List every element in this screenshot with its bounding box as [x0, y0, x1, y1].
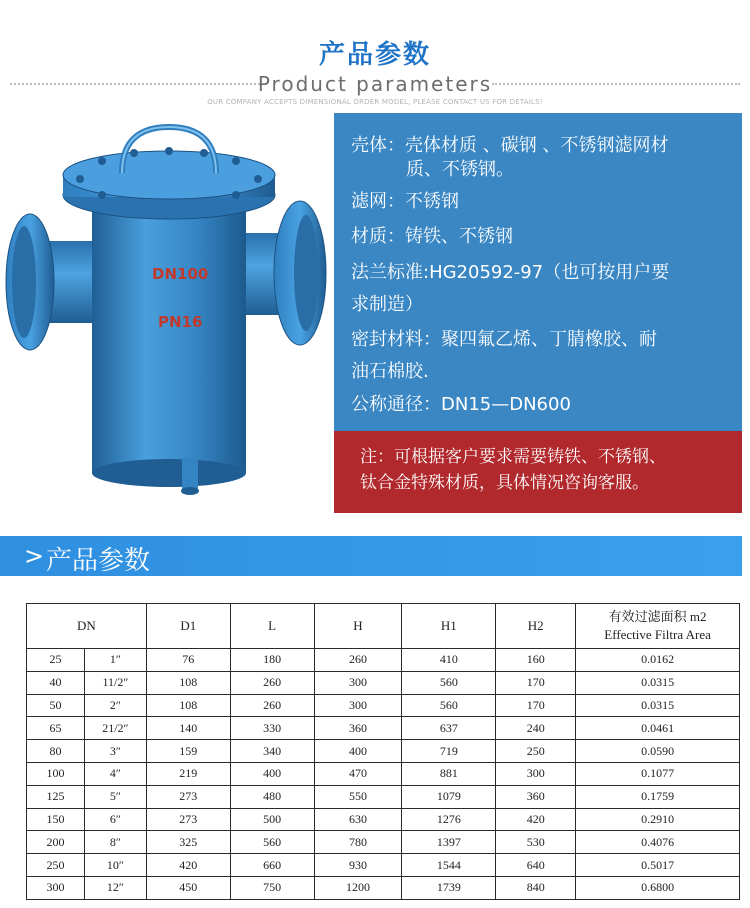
spec-shell-cont: 质、不锈钢。	[406, 159, 514, 180]
cell-l: 340	[230, 740, 314, 763]
cell-h1: 560	[402, 671, 496, 694]
table-row	[27, 671, 740, 694]
chevron-right-icon: >	[24, 542, 45, 570]
section-title: 产品参数	[46, 546, 151, 576]
cell-area: 0.4076	[576, 831, 740, 854]
cell-area: 0.2910	[576, 808, 740, 831]
cell-h: 930	[314, 854, 402, 877]
cell-inch: 21/2″	[84, 717, 146, 740]
cell-dn: 300	[27, 876, 85, 899]
spec-shell: 壳体：壳体材质 、碳钢 、不锈钢滤网材	[351, 135, 669, 156]
table-row	[27, 785, 740, 808]
page-title-cn: 产品参数	[318, 40, 431, 70]
cell-area: 0.0590	[576, 740, 740, 763]
cell-dn: 200	[27, 831, 85, 854]
cell-h1: 1739	[402, 876, 496, 899]
cell-area: 0.0461	[576, 717, 740, 740]
cell-h: 470	[314, 762, 402, 785]
cell-h1: 637	[402, 717, 496, 740]
cell-d1: 108	[146, 671, 230, 694]
cell-l: 260	[230, 671, 314, 694]
cell-d1: 273	[146, 785, 230, 808]
cell-d1: 140	[146, 717, 230, 740]
cell-d1: 76	[146, 649, 230, 672]
cell-h2: 240	[496, 717, 576, 740]
cell-inch: 4″	[84, 762, 146, 785]
cell-dn: 65	[27, 717, 85, 740]
table-row	[27, 717, 740, 740]
header-l: L	[230, 604, 314, 649]
header-h: H	[314, 604, 402, 649]
cell-h1: 410	[402, 649, 496, 672]
cell-area: 0.0315	[576, 671, 740, 694]
cell-l: 750	[230, 876, 314, 899]
cell-area: 0.6800	[576, 876, 740, 899]
cell-h2: 640	[496, 854, 576, 877]
cell-h2: 250	[496, 740, 576, 763]
table-row	[27, 762, 740, 785]
cell-dn: 125	[27, 785, 85, 808]
cell-l: 500	[230, 808, 314, 831]
cell-h1: 1079	[402, 785, 496, 808]
cell-dn: 25	[27, 649, 85, 672]
table-row	[27, 808, 740, 831]
table-row	[27, 876, 740, 899]
cell-dn: 50	[27, 694, 85, 717]
cell-h: 400	[314, 740, 402, 763]
cell-inch: 2″	[84, 694, 146, 717]
marking-dn-text: DN100	[152, 265, 209, 283]
note-line-1: 注：可根据客户要求需要铸铁、不锈钢、	[360, 447, 666, 467]
cell-h: 780	[314, 831, 402, 854]
cell-inch: 10″	[84, 854, 146, 877]
header-effective-area	[576, 604, 740, 649]
spec-seal: 密封材料：聚四氟乙烯、丁腈橡胶、耐	[351, 329, 657, 350]
parameter-table	[26, 603, 740, 900]
table-header-row	[27, 604, 740, 649]
cell-h2: 420	[496, 808, 576, 831]
cell-l: 660	[230, 854, 314, 877]
section-header-bar	[0, 536, 742, 576]
cell-dn: 250	[27, 854, 85, 877]
header-dn: DN	[27, 604, 147, 649]
cell-h: 550	[314, 785, 402, 808]
table-row	[27, 694, 740, 717]
cell-inch: 6″	[84, 808, 146, 831]
cell-inch: 11/2″	[84, 671, 146, 694]
header-d1: D1	[146, 604, 230, 649]
cell-h1: 719	[402, 740, 496, 763]
table-body	[27, 649, 740, 900]
cell-l: 180	[230, 649, 314, 672]
cell-dn: 100	[27, 762, 85, 785]
table-row	[27, 649, 740, 672]
cell-h: 260	[314, 649, 402, 672]
cell-l: 330	[230, 717, 314, 740]
spec-screen: 滤网：不锈钢	[351, 191, 459, 212]
cell-h1: 881	[402, 762, 496, 785]
marking-pn-text: PN16	[158, 313, 203, 331]
cell-h: 630	[314, 808, 402, 831]
page-title-en-row	[0, 72, 750, 96]
cell-area: 0.1759	[576, 785, 740, 808]
cell-d1: 450	[146, 876, 230, 899]
cell-d1: 108	[146, 694, 230, 717]
cell-inch: 1″	[84, 649, 146, 672]
spec-nominal-diameter: 公称通径：DN15—DN600	[351, 394, 571, 415]
cell-h2: 360	[496, 785, 576, 808]
cell-area: 0.1077	[576, 762, 740, 785]
page-title-en: Product parameters	[257, 72, 493, 96]
cell-dn: 40	[27, 671, 85, 694]
cell-h: 1200	[314, 876, 402, 899]
cell-h: 360	[314, 717, 402, 740]
cell-h1: 1276	[402, 808, 496, 831]
note-line-2: 钛合金特殊材质，具体情况咨询客服。	[360, 473, 649, 493]
cell-dn: 150	[27, 808, 85, 831]
cell-h2: 160	[496, 649, 576, 672]
table-row	[27, 740, 740, 763]
spec-seal-cont: 油石棉胶.	[351, 361, 429, 382]
cell-area: 0.0315	[576, 694, 740, 717]
cell-l: 480	[230, 785, 314, 808]
cell-l: 560	[230, 831, 314, 854]
cell-h1: 1544	[402, 854, 496, 877]
spec-panel	[334, 113, 742, 431]
table-row	[27, 831, 740, 854]
spec-flange-standard-cont: 求制造）	[351, 294, 423, 315]
cell-h: 300	[314, 694, 402, 717]
cell-h2: 170	[496, 671, 576, 694]
cell-d1: 219	[146, 762, 230, 785]
cell-d1: 325	[146, 831, 230, 854]
cell-h: 300	[314, 671, 402, 694]
header-effective-area-en: Effective Filtra Area	[604, 627, 711, 642]
cell-inch: 8″	[84, 831, 146, 854]
cell-inch: 5″	[84, 785, 146, 808]
header-h1: H1	[402, 604, 496, 649]
spec-flange-standard: 法兰标准:HG20592-97（也可按用户要	[351, 262, 670, 283]
cell-inch: 12″	[84, 876, 146, 899]
page-subtitle: OUR COMPANY ACCEPTS DIMENSIONAL ORDER MODEL, PLEASE CONTACT US FOR DETAILS!	[207, 98, 543, 106]
cell-l: 400	[230, 762, 314, 785]
cell-h2: 170	[496, 694, 576, 717]
header-h2: H2	[496, 604, 576, 649]
cell-d1: 420	[146, 854, 230, 877]
cell-h1: 1397	[402, 831, 496, 854]
cell-area: 0.0162	[576, 649, 740, 672]
cell-h2: 840	[496, 876, 576, 899]
table-row	[27, 854, 740, 877]
basket-strainer-illustration	[0, 113, 334, 513]
spec-material: 材质：铸铁、不锈钢	[351, 226, 513, 247]
note-panel	[334, 431, 742, 513]
cell-dn: 80	[27, 740, 85, 763]
cell-d1: 159	[146, 740, 230, 763]
cell-l: 260	[230, 694, 314, 717]
product-image	[0, 113, 334, 513]
cell-h1: 560	[402, 694, 496, 717]
cell-inch: 3″	[84, 740, 146, 763]
cell-area: 0.5017	[576, 854, 740, 877]
header-effective-area-cn: 有效过滤面积 m2	[608, 609, 707, 624]
cell-h2: 530	[496, 831, 576, 854]
cell-d1: 273	[146, 808, 230, 831]
cell-h2: 300	[496, 762, 576, 785]
